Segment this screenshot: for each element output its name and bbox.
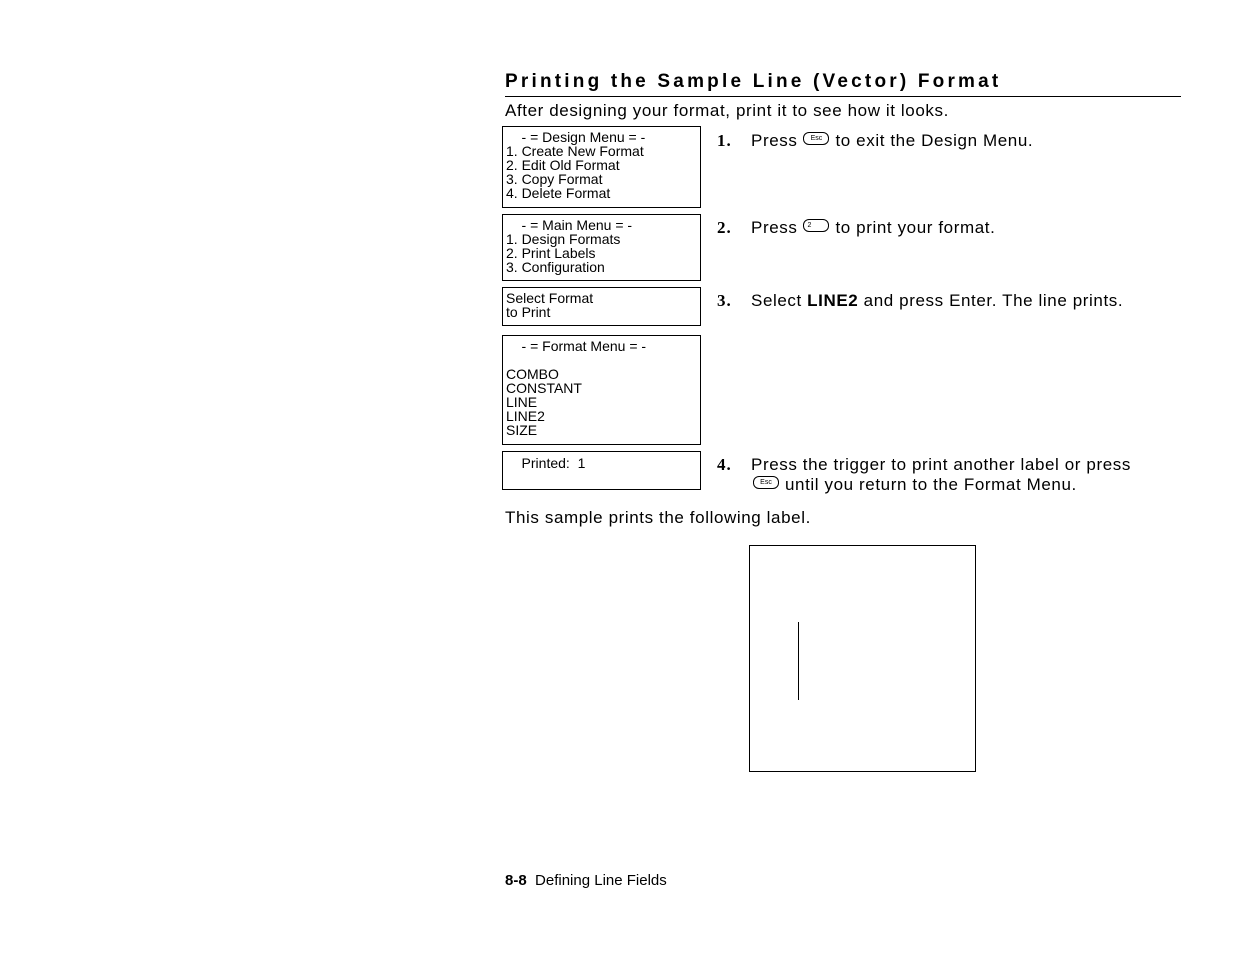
lcd-select-format [502, 287, 701, 326]
step-text-pre: Press [751, 218, 798, 237]
sample-label-preview [749, 545, 976, 772]
step-text [751, 291, 1123, 311]
lcd-line: Printed: 1 [506, 455, 586, 471]
section-title: Printing the Sample Line (Vector) Format [505, 71, 1002, 92]
page-footer [505, 872, 667, 890]
format-name: LINE2 [807, 291, 859, 310]
step-number: 3. [717, 291, 732, 310]
step-number: 1. [717, 131, 732, 150]
lcd-line: 1. Create New Format [506, 143, 644, 159]
esc-key-icon: Esc [803, 132, 829, 145]
step-text-pre: Press [751, 131, 798, 150]
step-text-post: and press Enter. The line prints. [858, 291, 1124, 310]
lcd-line: 3. Copy Format [506, 171, 603, 187]
lcd-line: 1. Design Formats [506, 231, 621, 247]
lcd-design-menu [502, 126, 701, 208]
lcd-line: LINE2 [506, 408, 545, 424]
lcd-line: 4. Delete Format [506, 185, 611, 201]
step-text-post: until you return to the Format Menu. [785, 475, 1077, 494]
lcd-line: 3. Configuration [506, 259, 605, 275]
lcd-line: 2. Edit Old Format [506, 157, 620, 173]
lcd-line: CONSTANT [506, 380, 582, 396]
step-text-line1: Press the trigger to print another label or press [751, 455, 1131, 474]
outro-text: This sample prints the following label. [505, 508, 811, 527]
intro-text: After designing your format, print it to see how it looks. [505, 101, 949, 120]
title-rule [505, 96, 1181, 97]
lcd-line: COMBO [506, 366, 559, 382]
step-text [751, 131, 1033, 151]
step-number: 2. [717, 218, 732, 237]
lcd-printed [502, 451, 701, 490]
lcd-line: 2. Print Labels [506, 245, 596, 261]
lcd-line: to Print [506, 304, 551, 320]
step-text [751, 218, 995, 238]
esc-key-icon: Esc [753, 476, 779, 489]
lcd-line: - = Main Menu = - [506, 217, 633, 233]
lcd-line [506, 353, 700, 367]
step-number: 4. [717, 455, 732, 474]
chapter-title: Defining Line Fields [535, 872, 667, 889]
printed-vertical-line [798, 622, 799, 700]
step-text-post: to exit the Design Menu. [835, 131, 1034, 150]
lcd-main-menu [502, 214, 701, 281]
lcd-line: SIZE [506, 422, 538, 438]
page-number: 8-8 [505, 872, 527, 889]
step-text [751, 455, 1131, 475]
step-text-cont [751, 475, 1077, 495]
lcd-format-menu [502, 335, 701, 445]
lcd-line: - = Design Menu = - [506, 129, 646, 145]
two-key-icon: 2 [803, 219, 829, 232]
lcd-line: - = Format Menu = - [506, 338, 647, 354]
lcd-line: LINE [506, 394, 538, 410]
step-text-post: to print your format. [835, 218, 996, 237]
lcd-line: Select Format [506, 290, 594, 306]
step-text-pre: Select [751, 291, 808, 310]
